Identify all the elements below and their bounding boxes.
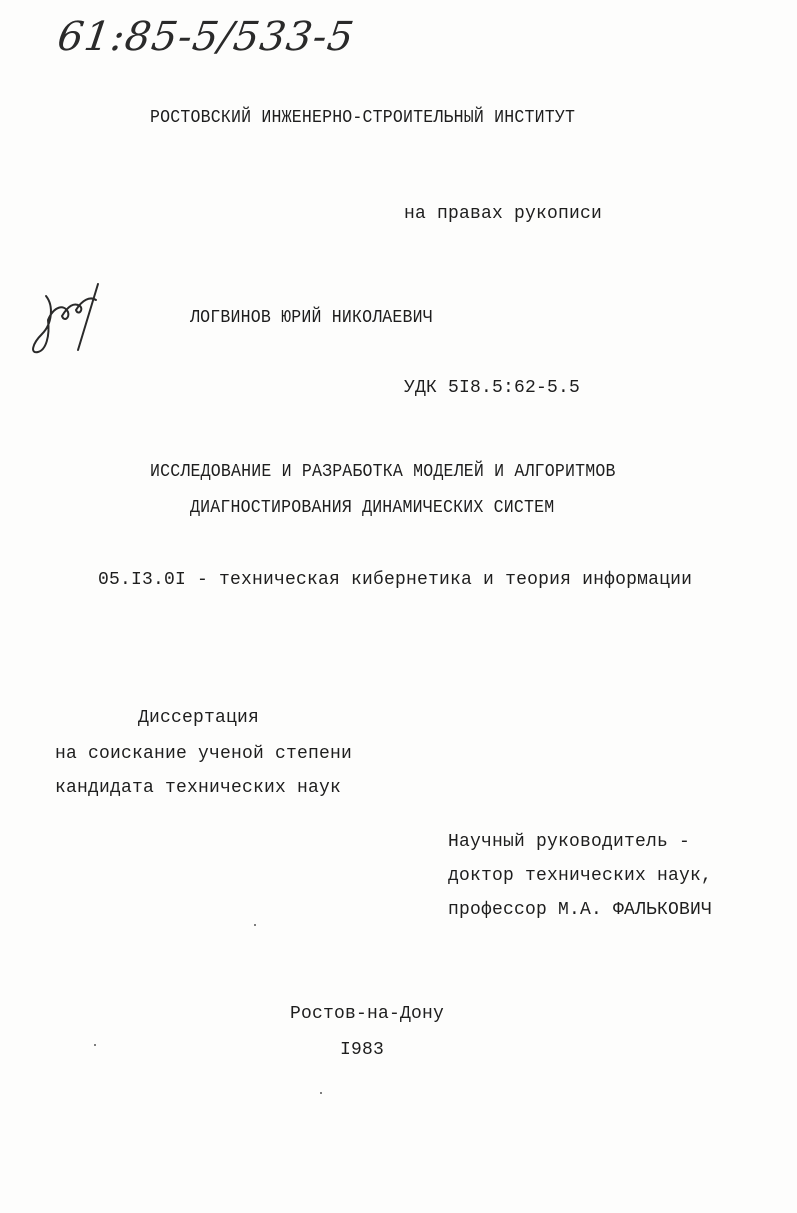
handwritten-archive-code: 61:85-5/533-5	[54, 14, 358, 60]
thesis-title-line-2: ДИАГНОСТИРОВАНИЯ ДИНАМИЧЕСКИХ СИСТЕМ	[190, 498, 555, 518]
degree-line-1: на соискание ученой степени	[55, 744, 353, 764]
degree-line-2: кандидата технических наук	[55, 778, 342, 798]
supervisor-name: профессор М.А. ФАЛЬКОВИЧ	[448, 900, 713, 920]
dissertation-label: Диссертация	[138, 708, 260, 728]
manuscript-note: на правах рукописи	[404, 204, 603, 224]
supervisor-degree: доктор технических наук,	[448, 866, 713, 886]
udc-code: УДК 5I8.5:62-5.5	[404, 378, 581, 398]
scan-speck	[94, 1044, 96, 1046]
signature-icon	[24, 276, 114, 366]
year: I983	[340, 1040, 385, 1060]
scan-speck	[320, 1092, 322, 1094]
specialty-code: 05.I3.0I - техническая кибернетика и теория информации	[98, 570, 693, 590]
institute-name: РОСТОВСКИЙ ИНЖЕНЕРНО-СТРОИТЕЛЬНЫЙ ИНСТИТУТ	[150, 108, 576, 128]
thesis-title-line-1: ИССЛЕДОВАНИЕ И РАЗРАБОТКА МОДЕЛЕЙ И АЛГОРИТМОВ	[150, 462, 616, 482]
author-name: ЛОГВИНОВ ЮРИЙ НИКОЛАЕВИЧ	[190, 308, 433, 328]
scan-speck	[254, 924, 256, 926]
supervisor-label: Научный руководитель -	[448, 832, 691, 852]
city: Ростов-на-Дону	[290, 1004, 445, 1024]
